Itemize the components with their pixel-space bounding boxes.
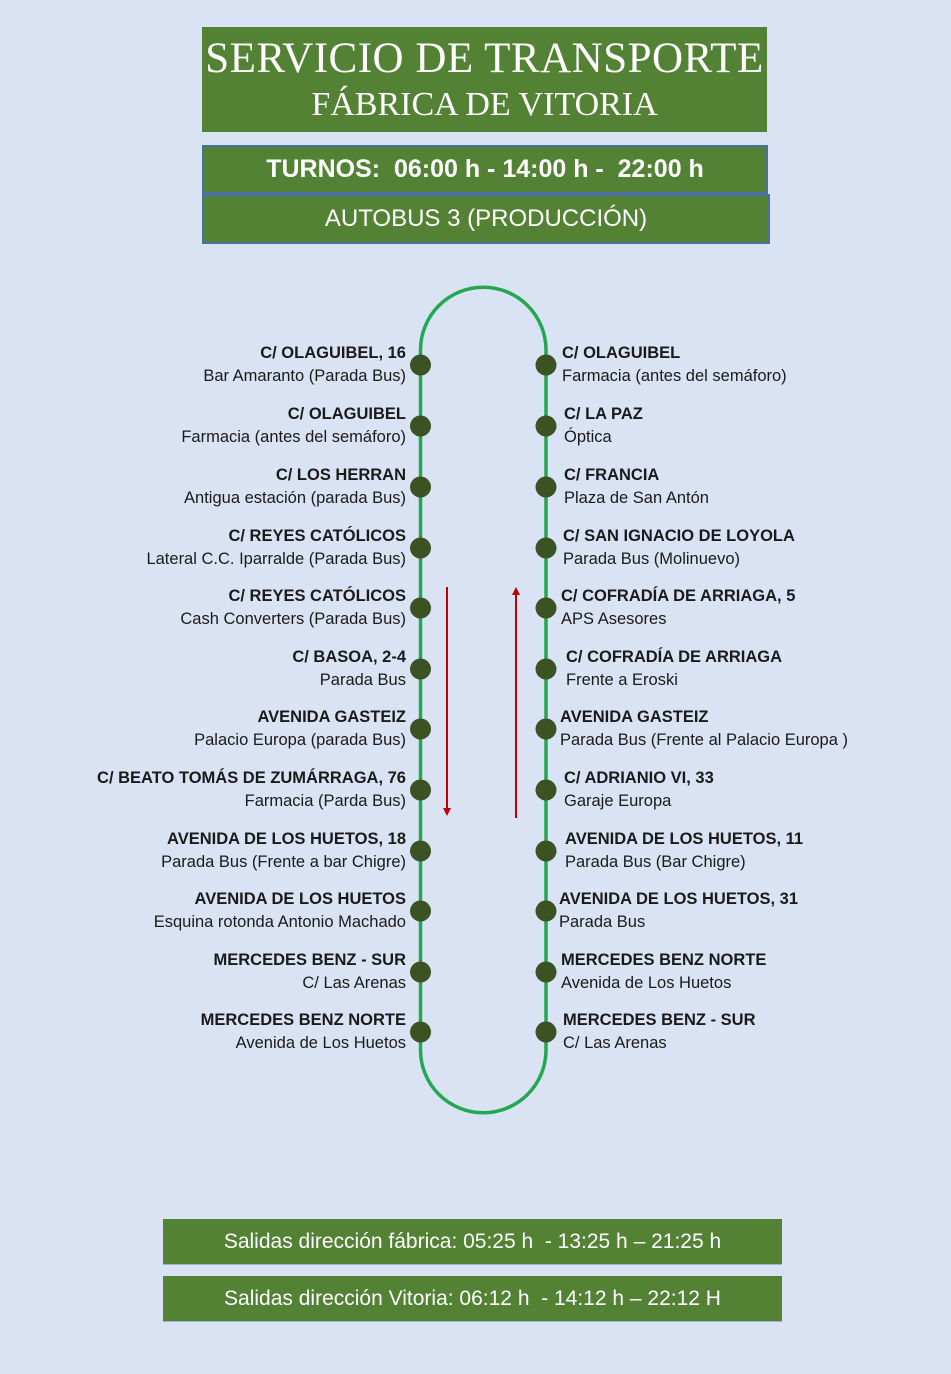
stop-name: C/ OLAGUIBEL [562,344,681,362]
right-stop-2 [564,403,643,449]
departures-to-factory: Salidas dirección fábrica: 05:25 h - 13:25 h – 21:25 h [163,1219,782,1265]
stop-name: C/ FRANCIA [564,466,660,484]
stop-name: MERCEDES BENZ NORTE [561,951,767,969]
stop-dot-icon [536,962,557,983]
right-stop-5 [561,585,795,631]
left-stop-12 [201,1009,406,1055]
left-stop-6 [292,646,406,692]
stop-description: Palacio Europa (parada Bus) [194,731,406,749]
route-track-loop [421,287,547,1113]
stop-description: Farmacia (antes del semáforo) [562,367,787,385]
stop-description: Esquina rotonda Antonio Machado [153,913,406,931]
left-stop-8 [97,767,406,813]
right-stop-9 [565,828,803,874]
stop-markers [410,355,557,1043]
stop-description: Bar Amaranto (Parada Bus) [203,367,406,385]
stop-dot-icon [536,901,557,922]
shifts-banner: TURNOS: 06:00 h - 14:00 h - 22:00 h [202,145,768,194]
right-stop-4 [563,525,795,571]
stop-name: C/ BASOA, 2-4 [292,648,406,666]
stop-dot-icon [410,598,431,619]
right-stop-8 [564,767,714,813]
stop-name: C/ COFRADÍA DE ARRIAGA, 5 [561,587,796,605]
stop-description: Parada Bus [559,913,646,931]
stop-dot-icon [410,1022,431,1043]
bus-banner: AUTOBUS 3 (PRODUCCIÓN) [202,194,770,244]
stop-name: C/ BEATO TOMÁS DE ZUMÁRRAGA, 76 [97,769,406,787]
left-stop-3 [184,464,406,510]
stop-dot-icon [410,841,431,862]
stop-name: MERCEDES BENZ - SUR [563,1011,756,1029]
stop-name: MERCEDES BENZ - SUR [213,951,406,969]
right-stop-10 [559,888,798,934]
stop-description: Garaje Europa [564,792,672,810]
left-stop-7 [194,706,406,752]
stop-description: APS Asesores [561,610,667,628]
stop-description: Cash Converters (Parada Bus) [180,610,406,628]
left-stop-1 [203,342,406,388]
stop-name: MERCEDES BENZ NORTE [200,1011,406,1029]
stop-name: AVENIDA DE LOS HUETOS, 11 [565,830,804,848]
stop-dot-icon [536,719,557,740]
stop-description: Antigua estación (parada Bus) [184,489,406,507]
left-stop-5 [180,585,406,631]
stop-description: Parada Bus (Molinuevo) [563,550,741,568]
stop-dot-icon [536,598,557,619]
stop-description: Lateral C.C. Iparralde (Parada Bus) [146,550,406,568]
stop-description: Avenida de Los Huetos [235,1034,406,1052]
right-stop-7 [560,706,848,752]
stop-dot-icon [536,659,557,680]
stop-name: AVENIDA GASTEIZ [257,708,406,726]
stop-name: C/ OLAGUIBEL, 16 [260,344,406,362]
stop-description: Plaza de San Antón [564,489,709,507]
stop-dot-icon [536,841,557,862]
left-stop-10 [154,888,406,934]
title-service: SERVICIO DE TRANSPORTE [205,35,764,82]
stop-dot-icon [536,780,557,801]
stop-description: Avenida de Los Huetos [561,974,732,992]
stop-name: AVENIDA DE LOS HUETOS [194,890,406,908]
right-stop-12 [563,1009,756,1055]
stop-description: C/ Las Arenas [563,1034,667,1052]
stop-dot-icon [410,416,431,437]
stop-name: C/ REYES CATÓLICOS [228,587,406,605]
stop-dot-icon [410,659,431,680]
left-stop-4 [146,525,406,571]
stop-name: C/ SAN IGNACIO DE LOYOLA [563,527,795,545]
stop-description: Farmacia (Parda Bus) [244,792,406,810]
right-stop-6 [566,646,782,692]
stop-description: Parada Bus (Frente al Palacio Europa ) [560,731,848,749]
stop-name: C/ COFRADÍA DE ARRIAGA [566,648,783,666]
stop-description: Parada Bus [319,671,406,689]
stop-description: Parada Bus (Frente a bar Chigre) [161,853,406,871]
stop-name: C/ REYES CATÓLICOS [228,527,406,545]
stop-dot-icon [536,477,557,498]
stop-name: AVENIDA DE LOS HUETOS, 18 [167,830,406,848]
stop-dot-icon [410,901,431,922]
stop-name: AVENIDA GASTEIZ [560,708,709,726]
stop-name: C/ LOS HERRAN [275,466,406,484]
stop-dot-icon [536,355,557,376]
right-stop-11 [561,949,766,995]
left-stop-2 [181,403,406,449]
stop-name: C/ ADRIANIO VI, 33 [564,769,714,787]
right-stop-1 [562,342,787,388]
stop-description: Frente a Eroski [566,671,678,689]
stop-description: C/ Las Arenas [302,974,406,992]
stop-name: C/ LA PAZ [564,405,643,423]
left-stop-9 [161,828,406,874]
stop-dot-icon [410,355,431,376]
stop-name: AVENIDA DE LOS HUETOS, 31 [559,890,798,908]
departures-to-vitoria: Salidas dirección Vitoria: 06:12 h - 14:12 h – 22:12 H [163,1276,782,1322]
stop-dot-icon [410,780,431,801]
title-factory: FÁBRICA DE VITORIA [311,86,658,123]
stop-dot-icon [536,538,557,559]
stop-dot-icon [410,719,431,740]
stop-description: Óptica [564,428,612,446]
stop-dot-icon [410,962,431,983]
stop-dot-icon [410,477,431,498]
stop-dot-icon [410,538,431,559]
stop-description: Parada Bus (Bar Chigre) [565,853,746,871]
right-stop-3 [564,464,709,510]
stop-dot-icon [536,416,557,437]
stop-name: C/ OLAGUIBEL [287,405,406,423]
stop-description: Farmacia (antes del semáforo) [181,428,406,446]
stop-dot-icon [536,1022,557,1043]
left-stop-11 [213,949,406,995]
